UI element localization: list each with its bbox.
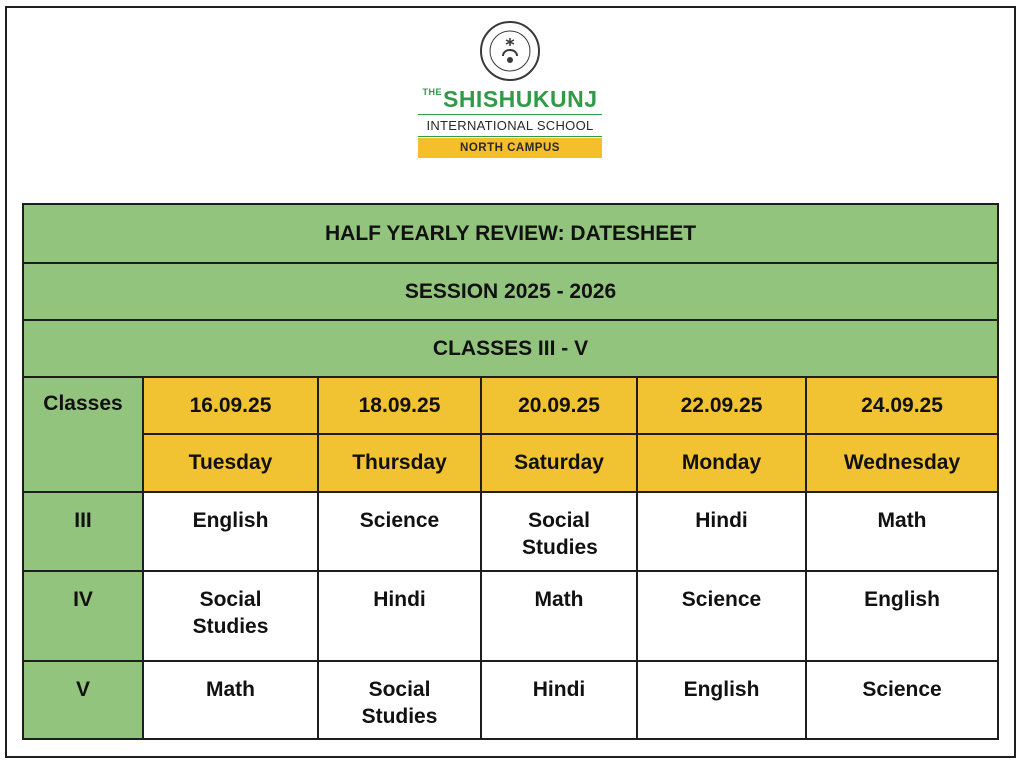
subject-cell: Social Studies bbox=[318, 661, 481, 739]
day-cell: Wednesday bbox=[806, 434, 998, 492]
subject-cell: Science bbox=[318, 492, 481, 570]
subject-cell: English bbox=[806, 571, 998, 661]
dates-row bbox=[23, 377, 998, 434]
class-label-cell: V bbox=[23, 661, 143, 739]
classes-range-label: CLASSES III - V bbox=[23, 320, 998, 377]
table-row bbox=[23, 492, 998, 570]
subject-cell: Hindi bbox=[318, 571, 481, 661]
campus-badge: NORTH CAMPUS bbox=[418, 138, 602, 158]
subject-cell: Hindi bbox=[481, 661, 637, 739]
datesheet-title: HALF YEARLY REVIEW: DATESHEET bbox=[23, 204, 998, 263]
brand-prefix: THE bbox=[422, 87, 442, 97]
day-cell: Monday bbox=[637, 434, 806, 492]
date-cell: 20.09.25 bbox=[481, 377, 637, 434]
subject-cell: Social Studies bbox=[143, 571, 318, 661]
date-cell: 16.09.25 bbox=[143, 377, 318, 434]
classes-column-header: Classes bbox=[23, 377, 143, 492]
brand-name-text: SHISHUKUNJ bbox=[442, 86, 598, 112]
school-logo bbox=[418, 20, 602, 160]
subject-cell: Science bbox=[806, 661, 998, 739]
school-brand-name bbox=[418, 86, 602, 112]
date-cell: 22.09.25 bbox=[637, 377, 806, 434]
session-row bbox=[23, 263, 998, 320]
subject-cell: Math bbox=[481, 571, 637, 661]
subject-cell: Social Studies bbox=[481, 492, 637, 570]
classes-range-row bbox=[23, 320, 998, 377]
subject-cell: Math bbox=[143, 661, 318, 739]
subject-cell: Science bbox=[637, 571, 806, 661]
school-type-line: INTERNATIONAL SCHOOL bbox=[426, 118, 594, 133]
days-row bbox=[23, 434, 998, 492]
table-row bbox=[23, 571, 998, 661]
day-cell: Saturday bbox=[481, 434, 637, 492]
day-cell: Thursday bbox=[318, 434, 481, 492]
class-label-cell: IV bbox=[23, 571, 143, 661]
date-cell: 18.09.25 bbox=[318, 377, 481, 434]
day-cell: Tuesday bbox=[143, 434, 318, 492]
subject-cell: English bbox=[143, 492, 318, 570]
table-row bbox=[23, 661, 998, 739]
date-cell: 24.09.25 bbox=[806, 377, 998, 434]
session-label: SESSION 2025 - 2026 bbox=[23, 263, 998, 320]
subject-cell: English bbox=[637, 661, 806, 739]
title-row bbox=[23, 204, 998, 263]
datesheet-table bbox=[22, 203, 999, 740]
subject-cell: Hindi bbox=[637, 492, 806, 570]
class-label-cell: III bbox=[23, 492, 143, 570]
logo-rule-bottom bbox=[418, 136, 602, 137]
school-seal-icon bbox=[479, 20, 541, 82]
logo-rule-top bbox=[418, 114, 602, 115]
subject-cell: Math bbox=[806, 492, 998, 570]
